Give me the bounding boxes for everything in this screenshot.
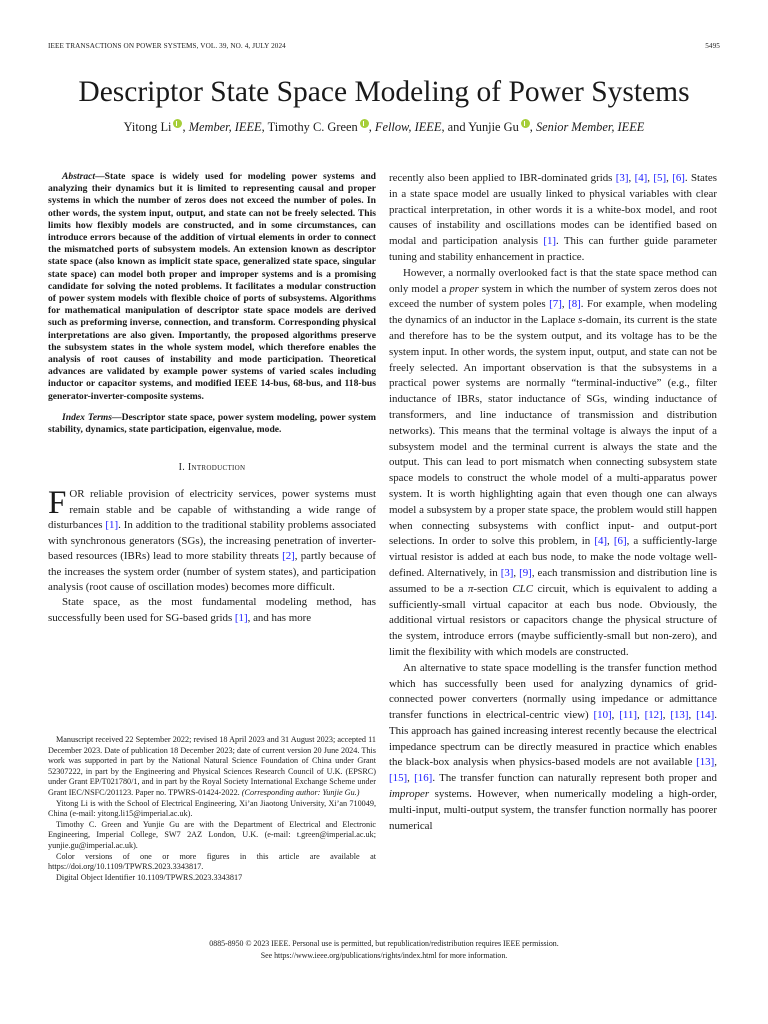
body-paragraph-3 [389,661,717,835]
footnote-doi: Digital Object Identifier 10.1109/TPWRS.2023.3343817 [56,872,243,882]
section-number: I. [178,462,186,474]
body-text: , each transmission and distribution line is assumed to be a [389,566,718,595]
author-list [0,119,768,135]
citation-link[interactable]: [11] [619,709,638,722]
body-text: circuit, which is equivalent to adding a sufficiently-small virtual capacitor at each bus node. Obviously, the additional virtual resistors or capacitors change the physical structure of the system, introduce errors (maybe sufficiently-small but non-zero), and limit the flexibility with which models are constructed. [389,582,717,658]
body-text: -domain, its current is the state and therefore has to be the system output, and its voltage has to be the system input. In other words, the system input, output, and state can not be freely selected. An important observation is that the subsystems in a practical power systems are normally “terminal-inductive” (e.g., filter inductance of IBRs, stator inductance of SGs, winding inductance of transformers, and line inductance of transmission and distribution networks). This means that the terminal voltage is always the input of a subsystem model and the terminal current is always the state and the output. This can lead to port mismatch when connecting subsystem state space models to construct the whole model of a multi-apparatus power system. It is worth highlighting again that even though one can always model a subsystem by a proper state space, the problem would still happen when connecting subsystems with conflict input- and output-port selections. In order to solve this problem, in [389,314,717,548]
footnote-manuscript [48,735,376,799]
author-membership: Fellow, IEEE [374,120,442,134]
author-membership: Senior Member, IEEE [535,120,645,134]
citation-link[interactable]: [15] [389,772,408,785]
index-terms-dash: — [112,411,122,423]
corresponding-author: (Corresponding author: Yunjie Gu.) [241,787,360,797]
section-title: Introduction [187,462,246,474]
body-text: , [666,172,673,184]
citation-link[interactable]: [7] [549,298,562,311]
footnote-color: Color versions of one or more figures in this article are available at https://doi.org/10.1109/TPWRS.2023.3343817. [48,851,376,872]
body-paragraph-2 [389,266,717,661]
citation-link[interactable]: [1] [234,611,248,624]
citation-link[interactable]: [14] [696,709,715,722]
citation-link[interactable]: [9] [519,566,532,579]
body-text: , [714,756,717,769]
footnote-affiliation-2: Timothy C. Green and Yunjie Gu are with the Department of Electrical and Electronic Engineering, Imperial College, SW7 2AZ London, U.K. (e-mail: t.green@imperial.ac.uk; yunjie.gu@imperial.ac.uk). [48,819,376,850]
author-name: Timothy C. Green [267,120,358,134]
body-text: , [662,709,671,722]
abstract-label: Abstract [62,171,96,182]
italic-text: CLC [512,582,533,595]
author-separator: , [182,120,189,134]
body-text: , [611,709,620,722]
body-text: . This can further guide parameter tuning and stability enhancement in practice. [389,235,717,263]
section-heading [48,460,376,475]
author-separator: , [529,120,536,134]
abstract-dash: — [95,171,105,182]
body-text: State space, as the most fundamental modeling method, has successfully been used for SG-based grids [48,596,376,624]
body-text: , a sufficiently-large virtual resistor is added at each bus node, to make the node voltage well-defined. Alternatively, in [389,535,717,579]
right-column [389,171,717,834]
body-text: However, a normally overlooked fact is that the state space method can only model a [389,266,717,295]
author-name: Yitong Li [123,120,172,134]
abstract [48,171,376,403]
citation-link[interactable]: [6] [672,172,685,184]
author-separator: , and [441,120,469,134]
body-text: , and has more [247,611,312,624]
citation-link[interactable]: [12] [644,709,663,722]
body-paragraph-1 [389,171,717,266]
author-name: Yunjie Gu [468,120,519,134]
footnotes [48,735,376,883]
body-text: recently also been applied to IBR-dominated grids [389,172,616,184]
body-text: -section [473,582,513,595]
citation-link[interactable]: [1] [105,519,119,532]
footnote-manuscript-text: Manuscript received 22 September 2022; revised 18 April 2023 and 31 August 2023; accepted 11 December 2023. Date of publication 18 December 2023; date of current version 20 June 2024. This work was supported in part by the National Natural Science Foundation of China under Grant 52307222, in part by the Engineering and Physical Sciences Research Council of U.K. (EPSRC) under Grant EP/T021780/1, and in part by the Royal Society International Exchange Scheme under Grant IEC/NSFC/201123. Paper no. TPWRS-01424-2022. [48,735,376,797]
citation-link[interactable]: [1] [543,235,557,248]
italic-text: s [578,314,583,327]
rights-link[interactable]: See https://www.ieee.org/publications/rights/index.html for more information. [260,950,508,960]
citation-link[interactable]: [6] [613,535,627,548]
italic-text: π [467,582,474,595]
orcid-icon[interactable] [521,119,530,128]
citation-link[interactable]: [8] [568,298,581,311]
copyright-footer [0,938,768,961]
running-head [48,42,720,54]
index-terms-label: Index Terms [62,411,113,423]
body-text: , partly because of the increases the system order (number of system states), and participation analysis (root cause of oscillation modes) becomes more difficult. [48,550,376,593]
page-number: 5495 [705,42,720,50]
body-text: , [607,535,614,548]
body-text: . States in a state space model are usually linked to physical variables with clear practical interpretation, in other words it is a white-box model, and root causes of instability and oscillations modes can be identified based on modal and participation analysis [389,172,717,248]
citation-link[interactable]: [2] [282,550,295,563]
journal-name: IEEE TRANSACTIONS ON POWER SYSTEMS, VOL. 39, NO. 4, JULY 2024 [48,42,286,50]
intro-paragraph-1 [48,487,376,595]
body-text: . In addition to the traditional stability problems associated with synchronous generators (SGs), the increasing penetration of inverter-based resources (IBRs) lead to more stability threats [48,519,376,563]
body-text: . For example, when modeling the dynamics of an inductor in the Laplace [389,298,717,327]
body-text: . This approach has gained increasing interest recently because the electrical impedance spectrum can be directly measured in practice which enables the black-box analysis when physics-based models are not available [389,709,717,769]
italic-text: proper [449,282,479,295]
abstract-text: State space is widely used for modeling power systems and analyzing their dynamics but it is limited to representing causal and proper systems in which the number of zeros does not exceed the number of poles. In other words, the system input, output, and state can not be freely selected. This limits how flexibly models are constructed, and in some circumstances, can introduce errors because of the addition of virtual elements in order to connect the mismatched ports of subsystem models. An extension known as descriptor state space (also known as implicit state space, generalized state space, singular state space) can model both proper and improper systems and is a promising candidate for solving the noted problems. It facilitates a modular construction of power system models with flexible choice of ports of subsystems. Algorithms for mathematical manipulation of descriptor state space models are derived such as preforming inverse, connection, and transform. Corresponding physical interpretations are also given. Importantly, the proposed algorithms preserve the subsystem states in the whole system model, which therefore enables the analysis of root causes of instability and mode participation. Theoretical advances are validated by example power systems of varied scales including inductor or capacitor systems, and modified IEEE 14-bus, 68-bus, and 118-bus generator-inverter-composite systems. [48,171,376,402]
citation-link[interactable]: [5] [653,172,667,184]
left-column [48,171,376,626]
citation-link[interactable]: [3] [500,566,514,579]
index-terms-text: Descriptor state space, power system modeling, power system stability, dynamics, state participation, eigenvalue, mode. [48,411,376,436]
body-text: system in which the number of system zeros does not exceed the number of system poles [389,282,717,311]
body-text: . The transfer function can naturally represent both proper and [432,772,717,785]
body-text: , [561,298,569,311]
body-text: An alternative to state space modelling is the transfer function method which has successfully been used for analyzing dynamics of grid-connected power converters (normally using impedance or admittance transfer functions in electrical-centric view) [389,661,717,722]
body-text: , [688,709,697,722]
body-text: , [407,772,415,785]
body-text: , [513,566,520,579]
footnote-affiliation-1: Yitong Li is with the School of Electrical Engineering, Xi’an Jiaotong University, Xi’an 710049, China (e-mail: yitong.li15@imperial.ac.uk). [48,798,376,819]
citation-link[interactable]: [13] [670,709,689,722]
author-separator: , [368,120,375,134]
citation-link[interactable]: [13] [696,756,715,769]
drop-cap: F [48,485,67,522]
citation-link[interactable]: [4] [634,172,648,184]
body-text: systems. However, when numerically modeling a high-order, multi-input, multi-output system, the transfer function normally has poorer numerical [389,788,717,832]
body-text: OR reliable provision of electricity services, power systems must remain stable and be capable of withstanding a wide range of disturbances [48,488,376,532]
italic-text: improper [389,788,430,801]
citation-link[interactable]: [4] [594,535,608,548]
index-terms [48,412,376,436]
author-separator: , [261,120,268,134]
orcid-icon[interactable] [360,119,369,128]
copyright-line: 0885-8950 © 2023 IEEE. Personal use is permitted, but republication/redistribution requires IEEE permission. [209,939,559,948]
citation-link[interactable]: [16] [414,772,433,785]
citation-link[interactable]: [10] [593,709,612,722]
intro-paragraph-2 [48,595,376,626]
paper-title: Descriptor State Space Modeling of Power Systems [78,76,690,108]
body-text: , [628,172,635,184]
author-membership: Member, IEEE [188,120,262,134]
body-text: , [637,709,645,722]
citation-link[interactable]: [3] [615,172,629,184]
body-text: , [647,172,654,184]
